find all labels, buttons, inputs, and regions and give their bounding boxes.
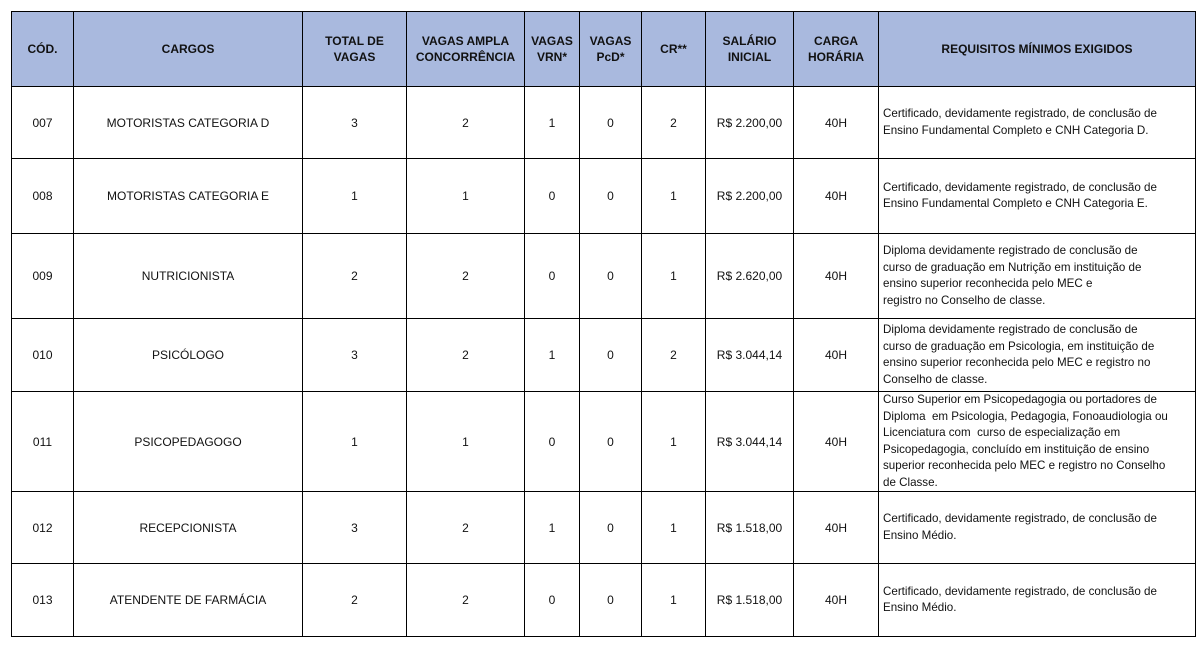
header-vagas-vrn: VAGAS VRN* [525, 12, 580, 87]
cell-ampla: 1 [407, 392, 525, 492]
table-row [12, 159, 1196, 234]
cell-salario: R$ 2.620,00 [706, 234, 794, 319]
cell-carga: 40H [794, 492, 879, 564]
cell-total: 2 [303, 564, 407, 637]
cell-cargo: NUTRICIONISTA [74, 234, 303, 319]
requisito-line: Curso Superior em Psicopedagogia ou portadores de [883, 393, 1157, 406]
requisito-line: Diploma devidamente registrado de conclusão de [883, 244, 1138, 257]
cell-cr: 1 [642, 159, 706, 234]
cell-salario: R$ 2.200,00 [706, 87, 794, 159]
cell-ampla: 1 [407, 159, 525, 234]
cell-vrn: 1 [525, 87, 580, 159]
table-row [12, 234, 1196, 319]
header-carga: CARGA HORÁRIA [794, 12, 879, 87]
cell-carga: 40H [794, 234, 879, 319]
cell-salario: R$ 1.518,00 [706, 564, 794, 637]
requisito-line: Diploma em Psicologia, Pedagogia, Fonoaudiologia ou [883, 409, 1168, 423]
cell-pcd: 0 [580, 492, 642, 564]
header-cod: CÓD. [12, 12, 74, 87]
requisito-line: ensino superior reconhecida pelo MEC e registro no [883, 356, 1151, 369]
table-body [12, 87, 1196, 637]
cell-carga: 40H [794, 159, 879, 234]
requisito-line: ensino superior reconhecida pelo MEC e [883, 277, 1093, 290]
cell-cargo: PSICÓLOGO [74, 319, 303, 392]
cell-cargo: ATENDENTE DE FARMÁCIA [74, 564, 303, 637]
requisito-line: Certificado, devidamente registrado, de conclusão de [883, 107, 1157, 120]
requisito-line: Licenciatura com curso de especialização em [883, 426, 1121, 439]
cell-vrn: 0 [525, 234, 580, 319]
cell-carga: 40H [794, 564, 879, 637]
cell-cr: 2 [642, 319, 706, 392]
cell-cargo: MOTORISTAS CATEGORIA E [74, 159, 303, 234]
cell-pcd: 0 [580, 159, 642, 234]
requisito-line: Ensino Fundamental Completo e CNH Categoria E. [883, 197, 1148, 210]
cell-pcd: 0 [580, 564, 642, 637]
cell-pcd: 0 [580, 234, 642, 319]
cell-total: 3 [303, 492, 407, 564]
cell-salario: R$ 1.518,00 [706, 492, 794, 564]
requisito-line: registro no Conselho de classe. [883, 293, 1046, 307]
cell-total: 3 [303, 87, 407, 159]
cell-cr: 1 [642, 392, 706, 492]
cell-cr: 2 [642, 87, 706, 159]
table-row [12, 492, 1196, 564]
table-row [12, 392, 1196, 492]
table-row [12, 564, 1196, 637]
cell-cod: 009 [12, 234, 74, 319]
cell-vrn: 0 [525, 392, 580, 492]
requisito-line: Ensino Médio. [883, 601, 957, 614]
cell-cr: 1 [642, 564, 706, 637]
cell-ampla: 2 [407, 87, 525, 159]
table-row [12, 87, 1196, 159]
cell-ampla: 2 [407, 564, 525, 637]
cell-vrn: 1 [525, 319, 580, 392]
cell-pcd: 0 [580, 392, 642, 492]
cell-salario: R$ 3.044,14 [706, 392, 794, 492]
header-cr: CR** [642, 12, 706, 87]
cell-salario: R$ 2.200,00 [706, 159, 794, 234]
cell-pcd: 0 [580, 87, 642, 159]
cell-cod: 010 [12, 319, 74, 392]
requisito-line: Certificado, devidamente registrado, de conclusão de [883, 584, 1157, 598]
cell-cargo: PSICOPEDAGOGO [74, 392, 303, 492]
cell-requisitos [879, 159, 1196, 234]
cell-total: 1 [303, 159, 407, 234]
requisito-line: Certificado, devidamente registrado, de conclusão de [883, 512, 1157, 525]
cell-requisitos [879, 392, 1196, 492]
cell-cod: 013 [12, 564, 74, 637]
cell-cr: 1 [642, 234, 706, 319]
cell-carga: 40H [794, 392, 879, 492]
table-row [12, 319, 1196, 392]
cell-requisitos [879, 234, 1196, 319]
cell-pcd: 0 [580, 319, 642, 392]
requisito-line: Conselho de classe. [883, 372, 988, 386]
cell-ampla: 2 [407, 319, 525, 392]
cell-requisitos [879, 319, 1196, 392]
cell-vrn: 0 [525, 564, 580, 637]
cell-total: 1 [303, 392, 407, 492]
vacancies-table [11, 11, 1196, 637]
cell-vrn: 1 [525, 492, 580, 564]
header-cargos: CARGOS [74, 12, 303, 87]
cell-cod: 011 [12, 392, 74, 492]
requisito-line: curso de graduação em Psicologia, em instituição de [883, 339, 1155, 353]
cell-vrn: 0 [525, 159, 580, 234]
cell-cod: 008 [12, 159, 74, 234]
cell-cod: 007 [12, 87, 74, 159]
requisito-line: Ensino Fundamental Completo e CNH Categoria D. [883, 123, 1149, 137]
cell-total: 2 [303, 234, 407, 319]
cell-cargo: RECEPCIONISTA [74, 492, 303, 564]
cell-cod: 012 [12, 492, 74, 564]
cell-requisitos [879, 564, 1196, 637]
header-vagas-pcd: VAGAS PcD* [580, 12, 642, 87]
header-requisitos: REQUISITOS MÍNIMOS EXIGIDOS [879, 12, 1196, 87]
header-total-vagas: TOTAL DE VAGAS [303, 12, 407, 87]
requisito-line: Ensino Médio. [883, 528, 957, 542]
requisito-line: superior reconhecida pelo MEC e registro no Conselho [883, 459, 1166, 472]
cell-ampla: 2 [407, 492, 525, 564]
cell-requisitos [879, 87, 1196, 159]
cell-carga: 40H [794, 319, 879, 392]
requisito-line: Diploma devidamente registrado de conclusão de [883, 323, 1138, 336]
header-row [12, 12, 1196, 87]
cell-total: 3 [303, 319, 407, 392]
cell-cargo: MOTORISTAS CATEGORIA D [74, 87, 303, 159]
requisito-line: de Classe. [883, 475, 938, 489]
requisito-line: curso de graduação em Nutrição em instituição de [883, 260, 1142, 274]
cell-salario: R$ 3.044,14 [706, 319, 794, 392]
cell-requisitos [879, 492, 1196, 564]
header-salario: SALÁRIO INICIAL [706, 12, 794, 87]
requisito-line: Psicopedagogia, concluído em instituição de ensino [883, 442, 1150, 456]
header-vagas-ampla: VAGAS AMPLA CONCORRÊNCIA [407, 12, 525, 87]
cell-cr: 1 [642, 492, 706, 564]
requisito-line: Certificado, devidamente registrado, de conclusão de [883, 180, 1157, 194]
cell-ampla: 2 [407, 234, 525, 319]
cell-carga: 40H [794, 87, 879, 159]
